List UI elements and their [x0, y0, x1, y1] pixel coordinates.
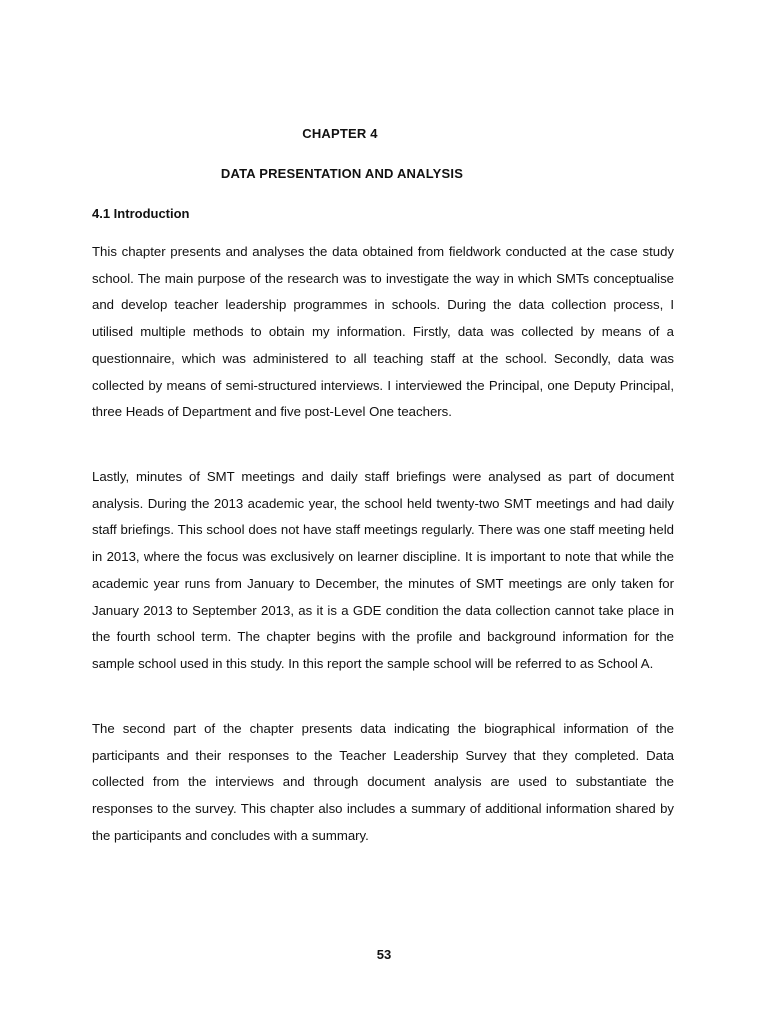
section-heading: 4.1 Introduction — [92, 206, 190, 221]
chapter-title: DATA PRESENTATION AND ANALYSIS — [220, 166, 464, 181]
paragraph-2: Lastly, minutes of SMT meetings and daily staff briefings were analysed as part of document analysis. During the 2013 academic year, the school held twenty-two SMT meetings and had daily staff briefings. This school does not have staff meetings regularly. There was one staff meeting held in 2013, where the focus was exclusively on learner discipline. It is important to note that while the academic year runs from January to December, the minutes of SMT meetings are only taken for January 2013 to September 2013, as it is a GDE condition the data collection cannot take place in the fourth school term. The chapter begins with the profile and background information for the sample school used in this study. In this report the sample school will be referred to as School A. — [92, 469, 674, 671]
page-number: 53 — [376, 947, 392, 962]
paragraph-3: The second part of the chapter presents data indicating the biographical information of the participants and their responses to the Teacher Leadership Survey that they completed. Data collected from the interviews and through document analysis are used to substantiate the responses to the survey. This chapter also includes a summary of additional information shared by the participants and concludes with a summary. — [92, 721, 674, 843]
chapter-number: CHAPTER 4 — [302, 126, 378, 141]
paragraph-1: This chapter presents and analyses the data obtained from fieldwork conducted at the case study school. The main purpose of the research was to investigate the way in which SMTs conceptualise and develop teacher leadership programmes in schools. During the data collection process, I utilised multiple methods to obtain my information. Firstly, data was collected by means of a questionnaire, which was administered to all teaching staff at the school. Secondly, data was collected by means of semi-structured interviews. I interviewed the Principal, one Deputy Principal, three Heads of Department and five post-Level One teachers. — [92, 244, 674, 420]
